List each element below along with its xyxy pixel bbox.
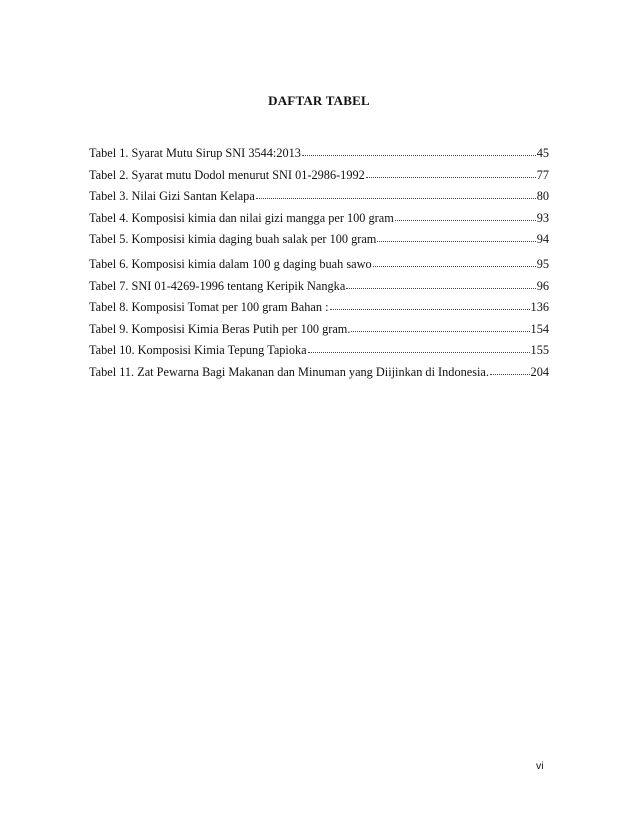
- toc-entry-page: 136: [530, 300, 549, 314]
- toc-entry-label: Tabel 6. Komposisi kimia dalam 100 g daging buah sawo: [89, 257, 372, 271]
- dot-leader: [256, 188, 536, 199]
- toc-entry[interactable]: [89, 298, 549, 316]
- dot-leader: [490, 364, 530, 375]
- dot-leader: [351, 321, 529, 332]
- toc-entry-page: 94: [536, 232, 549, 246]
- dot-leader: [395, 210, 536, 221]
- toc-entry[interactable]: [89, 277, 549, 295]
- toc-entry-label: Tabel 8. Komposisi Tomat per 100 gram Bahan :: [89, 300, 329, 314]
- dot-leader: [373, 256, 536, 267]
- toc-entry-page: 80: [536, 189, 549, 203]
- dot-leader: [377, 231, 535, 242]
- toc-entry[interactable]: [89, 209, 549, 227]
- toc-entry-page: 204: [530, 364, 549, 379]
- toc-entry[interactable]: [89, 320, 549, 338]
- toc-entry-page: 45: [536, 146, 549, 160]
- toc-entry-page: 96: [536, 278, 549, 293]
- toc-entry-label: Tabel 9. Komposisi Kimia Beras Putih per 100 gram.: [89, 321, 351, 336]
- toc-entry[interactable]: [89, 187, 549, 205]
- page-number: vi: [536, 760, 544, 772]
- toc-entry[interactable]: [89, 230, 549, 248]
- toc-entry-label: Tabel 4. Komposisi kimia dan nilai gizi mangga per 100 gram: [89, 210, 394, 225]
- dot-leader: [308, 342, 530, 353]
- toc-entry-label: Tabel 5. Komposisi kimia daging buah salak per 100 gram: [89, 232, 377, 246]
- dot-leader: [366, 167, 536, 178]
- toc-entry-page: 154: [530, 321, 549, 336]
- dot-leader: [302, 145, 536, 156]
- toc-entry[interactable]: [89, 341, 549, 359]
- dot-leader: [330, 299, 530, 310]
- toc-entry[interactable]: [89, 255, 549, 273]
- toc-entry-label: Tabel 7. SNI 01-4269-1996 tentang Keripik Nangka: [89, 278, 346, 293]
- toc-entry-label: Tabel 1. Syarat Mutu Sirup SNI 3544:2013: [89, 146, 301, 160]
- toc-entry[interactable]: [89, 144, 549, 162]
- toc-entry[interactable]: [89, 166, 549, 184]
- toc-entry-label: Tabel 2. Syarat mutu Dodol menurut SNI 01-2986-1992: [89, 167, 365, 182]
- toc-entry-page: 77: [536, 167, 549, 182]
- toc-entry-page: 93: [536, 210, 549, 225]
- page-title: DAFTAR TABEL: [268, 93, 370, 108]
- toc-entry-label: Tabel 3. Nilai Gizi Santan Kelapa: [89, 189, 255, 203]
- toc-entry-page: 155: [530, 343, 549, 357]
- toc-entry-page: 95: [536, 257, 549, 271]
- dot-leader: [346, 278, 535, 289]
- toc-entry[interactable]: [89, 363, 549, 381]
- toc-entry-label: Tabel 10. Komposisi Kimia Tepung Tapioka: [89, 343, 307, 357]
- toc-entry-label: Tabel 11. Zat Pewarna Bagi Makanan dan Minuman yang Diijinkan di Indonesia.: [89, 364, 489, 379]
